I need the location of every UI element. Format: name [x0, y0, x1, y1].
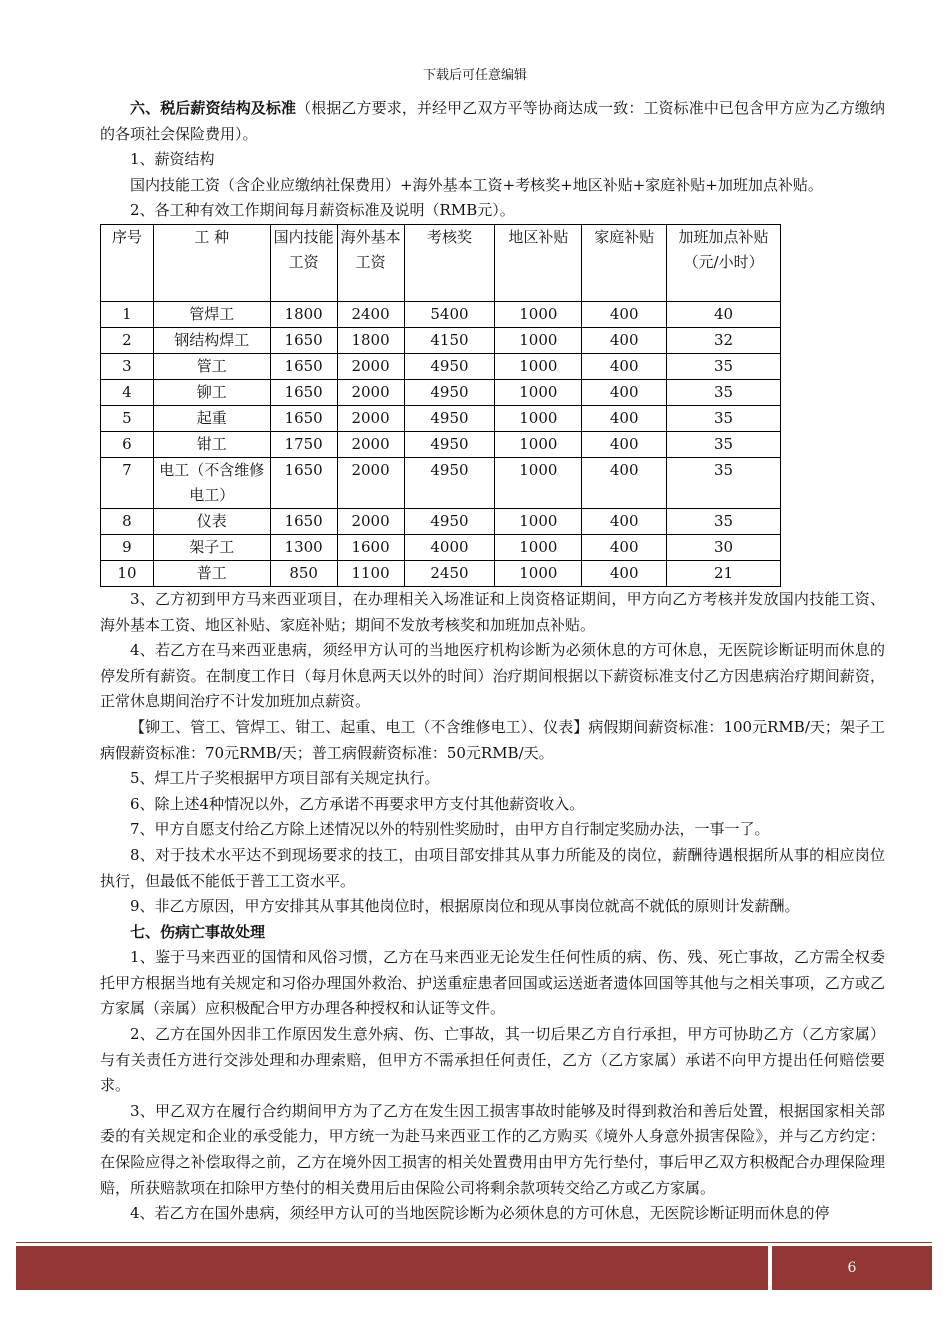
paragraph: 6、除上述4种情况以外，乙方承诺不再要求甲方支付其他薪资收入。	[130, 794, 585, 813]
table-row	[101, 353, 781, 379]
header-cell: 国内技能工资	[270, 224, 337, 301]
table-cell: 40	[667, 301, 781, 327]
header-cell: 地区补贴	[495, 224, 582, 301]
table-row	[101, 405, 781, 431]
table-cell: 10	[101, 560, 154, 586]
table-cell: 400	[582, 431, 667, 457]
header-cell: 家庭补贴	[582, 224, 667, 301]
page-header: 下载后可任意编辑	[422, 68, 527, 83]
paragraph: 4、若乙方在国外患病，须经甲方认可的当地医院诊断为必须休息的方可休息，无医院诊断证明而休息的停	[130, 1204, 830, 1223]
table-cell: 普工	[153, 560, 270, 586]
table-cell: 1600	[337, 534, 404, 560]
table-row	[101, 327, 781, 353]
table-cell: 35	[667, 508, 781, 534]
table-header-row	[101, 224, 781, 301]
table-cell: 管工	[153, 353, 270, 379]
paragraph: 5、焊工片子奖根据甲方项目部有关规定执行。	[130, 769, 440, 788]
table-cell: 1650	[270, 457, 337, 508]
salary-structure-formula: 国内技能工资（含企业应缴纳社保费用）+海外基本工资+考核奖+地区补贴+家庭补贴+加班加点补贴。	[130, 175, 823, 194]
section6-title-rest: （根据乙方要求，并经甲乙双方平等协商达成一致：工资标准中已包含甲方应为乙方缴纳的各项社会保险费用）。	[100, 99, 885, 143]
table-cell: 2000	[337, 379, 404, 405]
table-cell: 1000	[495, 431, 582, 457]
header-cell: 考核奖	[404, 224, 495, 301]
section7-title: 七、伤病亡事故处理	[130, 922, 266, 941]
table-cell: 35	[667, 457, 781, 508]
table-row	[101, 379, 781, 405]
table-cell: 5	[101, 405, 154, 431]
header-cell: 工 种	[153, 224, 270, 301]
table-cell: 1000	[495, 353, 582, 379]
table-cell: 仪表	[153, 508, 270, 534]
table-cell: 2000	[337, 431, 404, 457]
page-number: 6	[772, 1246, 932, 1290]
table-cell: 2000	[337, 508, 404, 534]
table-cell: 1650	[270, 405, 337, 431]
paragraph: 1、鉴于马来西亚的国情和风俗习惯，乙方在马来西亚无论发生任何性质的病、伤、残、死亡事故，乙方需全权委托甲方根据当地有关规定和习俗办理国外救治、护送重症患者回国或运送逝者遗体回国等其他与之相关事项，乙方或乙方家属（亲属）应积极配合甲方办理各种授权和认证等文件。	[100, 948, 885, 1018]
table-cell: 1650	[270, 353, 337, 379]
footer-rule	[16, 1242, 932, 1243]
table-row	[101, 431, 781, 457]
table-cell: 400	[582, 353, 667, 379]
paragraph: 7、甲方自愿支付给乙方除上述情况以外的特别性奖励时，由甲方自行制定奖励办法，一事一了。	[130, 820, 770, 839]
table-cell: 管焊工	[153, 301, 270, 327]
table-cell: 4150	[404, 327, 495, 353]
table-cell: 4950	[404, 405, 495, 431]
table-cell: 4950	[404, 353, 495, 379]
footer-bar	[16, 1246, 932, 1290]
table-cell: 4950	[404, 431, 495, 457]
table-cell: 400	[582, 457, 667, 508]
table-cell: 电工（不含维修电工）	[153, 457, 270, 508]
table-cell: 21	[667, 560, 781, 586]
document-body	[100, 96, 885, 1227]
table-cell: 1650	[270, 379, 337, 405]
table-cell: 4000	[404, 534, 495, 560]
table-cell: 1750	[270, 431, 337, 457]
table-cell: 9	[101, 534, 154, 560]
table-cell: 铆工	[153, 379, 270, 405]
table-cell: 1800	[270, 301, 337, 327]
table-cell: 2000	[337, 353, 404, 379]
table-cell: 2000	[337, 457, 404, 508]
table-cell: 钳工	[153, 431, 270, 457]
table-cell: 1000	[495, 508, 582, 534]
paragraph: 9、非乙方原因，甲方安排其从事其他岗位时，根据原岗位和现从事岗位就高不就低的原则计发薪酬。	[130, 897, 800, 916]
table-row	[101, 457, 781, 508]
table-cell: 1000	[495, 405, 582, 431]
table-cell: 4950	[404, 457, 495, 508]
table-cell: 400	[582, 534, 667, 560]
header-cell: 加班加点补贴（元/小时）	[667, 224, 781, 301]
paragraph: 3、甲乙双方在履行合约期间甲方为了乙方在发生因工损害事故时能够及时得到救治和善后处置，根据国家相关部委的有关规定和企业的承受能力，甲方统一为赴马来西亚工作的乙方购买《境外人身意外损害保险》，并与乙方约定：在保险应得之补偿取得之前，乙方在境外因工损害的相关处置费用由甲方先行垫付，事后甲乙双方积极配合办理保险理赔，所获赔款项在扣除甲方垫付的相关费用后由保险公司将剩余款项转交给乙方或乙方家属。	[100, 1101, 885, 1197]
table-cell: 1650	[270, 508, 337, 534]
table-cell: 4950	[404, 379, 495, 405]
table-cell: 8	[101, 508, 154, 534]
table-cell: 35	[667, 405, 781, 431]
section6-title: 六、税后薪资结构及标准	[130, 99, 297, 117]
table-cell: 400	[582, 560, 667, 586]
table-row	[101, 534, 781, 560]
table-cell: 1000	[495, 327, 582, 353]
table-cell: 1650	[270, 327, 337, 353]
table-cell: 35	[667, 379, 781, 405]
table-cell: 1000	[495, 534, 582, 560]
table-cell: 2450	[404, 560, 495, 586]
table-cell: 起重	[153, 405, 270, 431]
table-cell: 架子工	[153, 534, 270, 560]
table-cell: 1000	[495, 301, 582, 327]
table-cell: 1000	[495, 457, 582, 508]
table-row	[101, 508, 781, 534]
table-cell: 6	[101, 431, 154, 457]
table-row	[101, 301, 781, 327]
salary-standard-caption: 2、各工种有效工作期间每月薪资标准及说明（RMB元）。	[130, 201, 515, 220]
table-cell: 4	[101, 379, 154, 405]
table-row	[101, 560, 781, 586]
table-cell: 2	[101, 327, 154, 353]
salary-table	[100, 224, 781, 587]
paragraph: 【铆工、管工、管焊工、钳工、起重、电工（不含维修电工）、仪表】病假期间薪资标准：100元RMB/天；架子工病假薪资标准：70元RMB/天；普工病假薪资标准：50元RMB/天。	[100, 717, 885, 762]
table-cell: 2000	[337, 405, 404, 431]
table-cell: 30	[667, 534, 781, 560]
table-cell: 1300	[270, 534, 337, 560]
table-cell: 400	[582, 327, 667, 353]
paragraph: 2、乙方在国外因非工作原因发生意外病、伤、亡事故，其一切后果乙方自行承担，甲方可协助乙方（乙方家属）与有关责任方进行交涉处理和办理索赔，但甲方不需承担任何责任，乙方（乙方家属）承诺不向甲方提出任何赔偿要求。	[100, 1025, 885, 1095]
table-cell: 32	[667, 327, 781, 353]
header-cell: 海外基本工资	[337, 224, 404, 301]
table-cell: 1	[101, 301, 154, 327]
header-cell: 序号	[101, 224, 154, 301]
table-cell: 1100	[337, 560, 404, 586]
table-cell: 400	[582, 508, 667, 534]
table-cell: 400	[582, 301, 667, 327]
table-cell: 400	[582, 379, 667, 405]
table-cell: 1000	[495, 560, 582, 586]
paragraph: 3、乙方初到甲方马来西亚项目，在办理相关入场准证和上岗资格证期间，甲方向乙方考核并发放国内技能工资、海外基本工资、地区补贴、家庭补贴；期间不发放考核奖和加班加点补贴。	[100, 589, 885, 634]
table-cell: 5400	[404, 301, 495, 327]
table-cell: 7	[101, 457, 154, 508]
table-cell: 2400	[337, 301, 404, 327]
table-cell: 1000	[495, 379, 582, 405]
table-cell: 400	[582, 405, 667, 431]
table-cell: 35	[667, 431, 781, 457]
section6-heading	[100, 96, 885, 147]
table-cell: 3	[101, 353, 154, 379]
paragraph: 4、若乙方在马来西亚患病，须经甲方认可的当地医疗机构诊断为必须休息的方可休息，无医院诊断证明而休息的停发所有薪资。在制度工作日（每月休息两天以外的时间）治疗期间根据以下薪资标准支付乙方因患病治疗期间薪资，正常休息期间治疗不计发加班加点薪资。	[100, 641, 885, 711]
table-cell: 850	[270, 560, 337, 586]
table-cell: 1800	[337, 327, 404, 353]
table-cell: 钢结构焊工	[153, 327, 270, 353]
paragraph: 8、对于技术水平达不到现场要求的技工，由项目部安排其从事力所能及的岗位，薪酬待遇根据所从事的相应岗位执行，但最低不能低于普工工资水平。	[100, 845, 885, 890]
table-cell: 4950	[404, 508, 495, 534]
salary-structure-label: 1、薪资结构	[130, 150, 215, 169]
footer-band	[16, 1246, 768, 1290]
table-cell: 35	[667, 353, 781, 379]
